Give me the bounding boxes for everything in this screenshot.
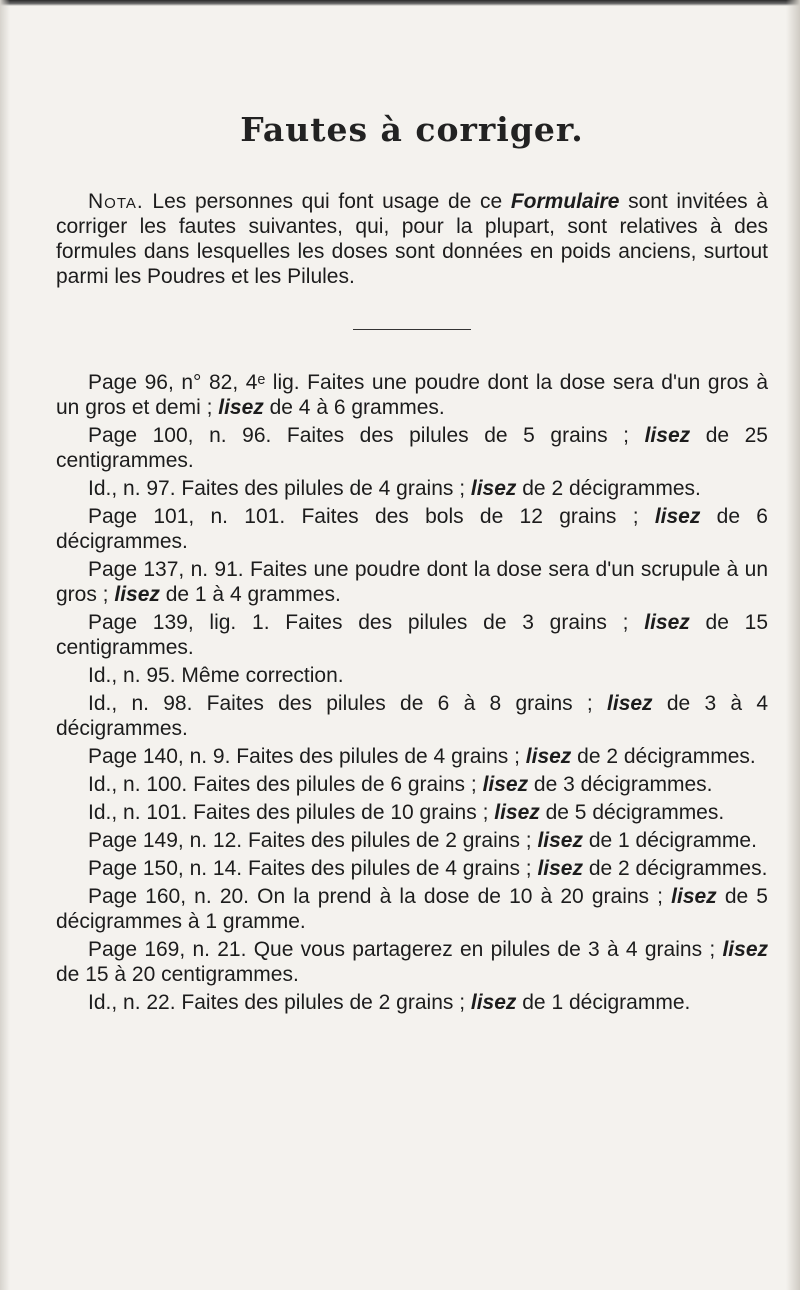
correction-text: Page 137, n. 91. Faites une poudre dont la dose sera d'un scrupule à un gros ; xyxy=(56,558,768,606)
correction-value: de 4 à 6 grammes. xyxy=(263,396,445,419)
lisez-keyword: lisez xyxy=(537,857,583,880)
corrections-list xyxy=(56,370,768,1015)
correction-value: de 1 décigramme. xyxy=(516,991,691,1014)
lisez-keyword: lisez xyxy=(654,505,701,528)
correction-text: Page 139, lig. 1. Faites des pilules de 3 grains ; xyxy=(88,611,645,634)
page-top-edge xyxy=(0,0,800,6)
correction-text: Page 100, n. 96. Faites des pilules de 5 grains ; xyxy=(88,424,645,447)
page-right-edge xyxy=(786,0,800,1290)
correction-value: de 25 centigrammes. xyxy=(56,424,768,472)
correction-entry xyxy=(56,370,768,420)
correction-text: Page 150, n. 14. Faites des pilules de 4 grains ; xyxy=(88,857,538,880)
correction-text: Id., n. 97. Faites des pilules de 4 grains ; xyxy=(88,477,471,500)
lisez-keyword: lisez xyxy=(114,583,160,606)
correction-entry xyxy=(56,990,768,1015)
correction-text: Id., n. 95. Même correction. xyxy=(88,664,344,687)
correction-entry xyxy=(56,772,768,797)
correction-value: de 15 à 20 centigrammes. xyxy=(56,963,299,986)
correction-entry xyxy=(56,610,768,660)
correction-text: Id., n. 22. Faites des pilules de 2 grains ; xyxy=(88,991,471,1014)
lisez-keyword: lisez xyxy=(482,773,529,796)
correction-text: Id., n. 100. Faites des pilules de 6 grains ; xyxy=(88,773,483,796)
correction-entry xyxy=(56,856,768,881)
correction-entry xyxy=(56,691,768,741)
correction-value: de 5 décigrammes. xyxy=(539,801,725,824)
nota-text-after: sont invitées à corriger les fautes suivantes, qui, pour la plupart, sont relatives à des formules dans lesquelles les doses sont données en poids anciens, surtout parmi les Poudres et les Pilules. xyxy=(56,190,768,288)
lisez-keyword: lisez xyxy=(537,829,583,852)
correction-entry xyxy=(56,504,768,554)
correction-text: Page 101, n. 101. Faites des bols de 12 grains ; xyxy=(88,505,655,528)
correction-value: de 15 centigrammes. xyxy=(56,611,768,659)
nota-label: Nota. xyxy=(88,190,144,213)
correction-value: de 3 à 4 décigrammes. xyxy=(56,692,768,740)
correction-entry xyxy=(56,937,768,987)
lisez-keyword: lisez xyxy=(494,801,540,824)
correction-text: Page 169, n. 21. Que vous partagerez en pilules de 3 à 4 grains ; xyxy=(88,938,723,961)
correction-text: Page 160, n. 20. On la prend à la dose de 10 à 20 grains ; xyxy=(88,885,672,908)
nota-paragraph xyxy=(56,189,768,289)
correction-text: Id., n. 101. Faites des pilules de 10 grains ; xyxy=(88,801,495,824)
lisez-keyword: lisez xyxy=(607,692,653,715)
correction-text: Page 96, n° 82, 4ᵉ lig. Faites une poudre dont la dose sera d'un gros à un gros et demi ; xyxy=(56,371,768,419)
correction-value: de 2 décigrammes. xyxy=(582,857,768,880)
correction-value: de 3 décigrammes. xyxy=(528,773,713,796)
correction-entry xyxy=(56,663,768,688)
correction-text: Page 149, n. 12. Faites des pilules de 2 grains ; xyxy=(88,829,538,852)
lisez-keyword: lisez xyxy=(644,424,691,447)
correction-entry xyxy=(56,557,768,607)
correction-entry xyxy=(56,476,768,501)
correction-value: de 2 décigrammes. xyxy=(571,745,756,768)
correction-entry xyxy=(56,744,768,769)
correction-value: de 6 décigrammes. xyxy=(56,505,768,553)
lisez-keyword: lisez xyxy=(722,938,768,961)
correction-value: de 2 décigrammes. xyxy=(516,477,701,500)
lisez-keyword: lisez xyxy=(644,611,690,634)
nota-italic-title: Formulaire xyxy=(510,190,620,213)
correction-text: Page 140, n. 9. Faites des pilules de 4 grains ; xyxy=(88,745,526,768)
correction-entry xyxy=(56,884,768,934)
correction-entry xyxy=(56,423,768,473)
nota-text-before: Les personnes qui font usage de ce xyxy=(143,190,511,213)
correction-value: de 1 à 4 grammes. xyxy=(159,583,341,606)
correction-value: de 5 décigrammes à 1 gramme. xyxy=(56,885,768,933)
page-left-edge xyxy=(0,0,10,1290)
correction-entry xyxy=(56,828,768,853)
correction-text: Id., n. 98. Faites des pilules de 6 à 8 grains ; xyxy=(88,692,608,715)
lisez-keyword: lisez xyxy=(470,477,517,500)
lisez-keyword: lisez xyxy=(671,885,717,908)
correction-value: de 1 décigramme. xyxy=(582,829,757,852)
section-divider xyxy=(353,329,471,330)
lisez-keyword: lisez xyxy=(470,991,517,1014)
lisez-keyword: lisez xyxy=(525,745,572,768)
page-title: Fautes à corriger. xyxy=(240,110,584,149)
page-content xyxy=(56,110,768,1018)
lisez-keyword: lisez xyxy=(218,396,264,419)
correction-entry xyxy=(56,800,768,825)
